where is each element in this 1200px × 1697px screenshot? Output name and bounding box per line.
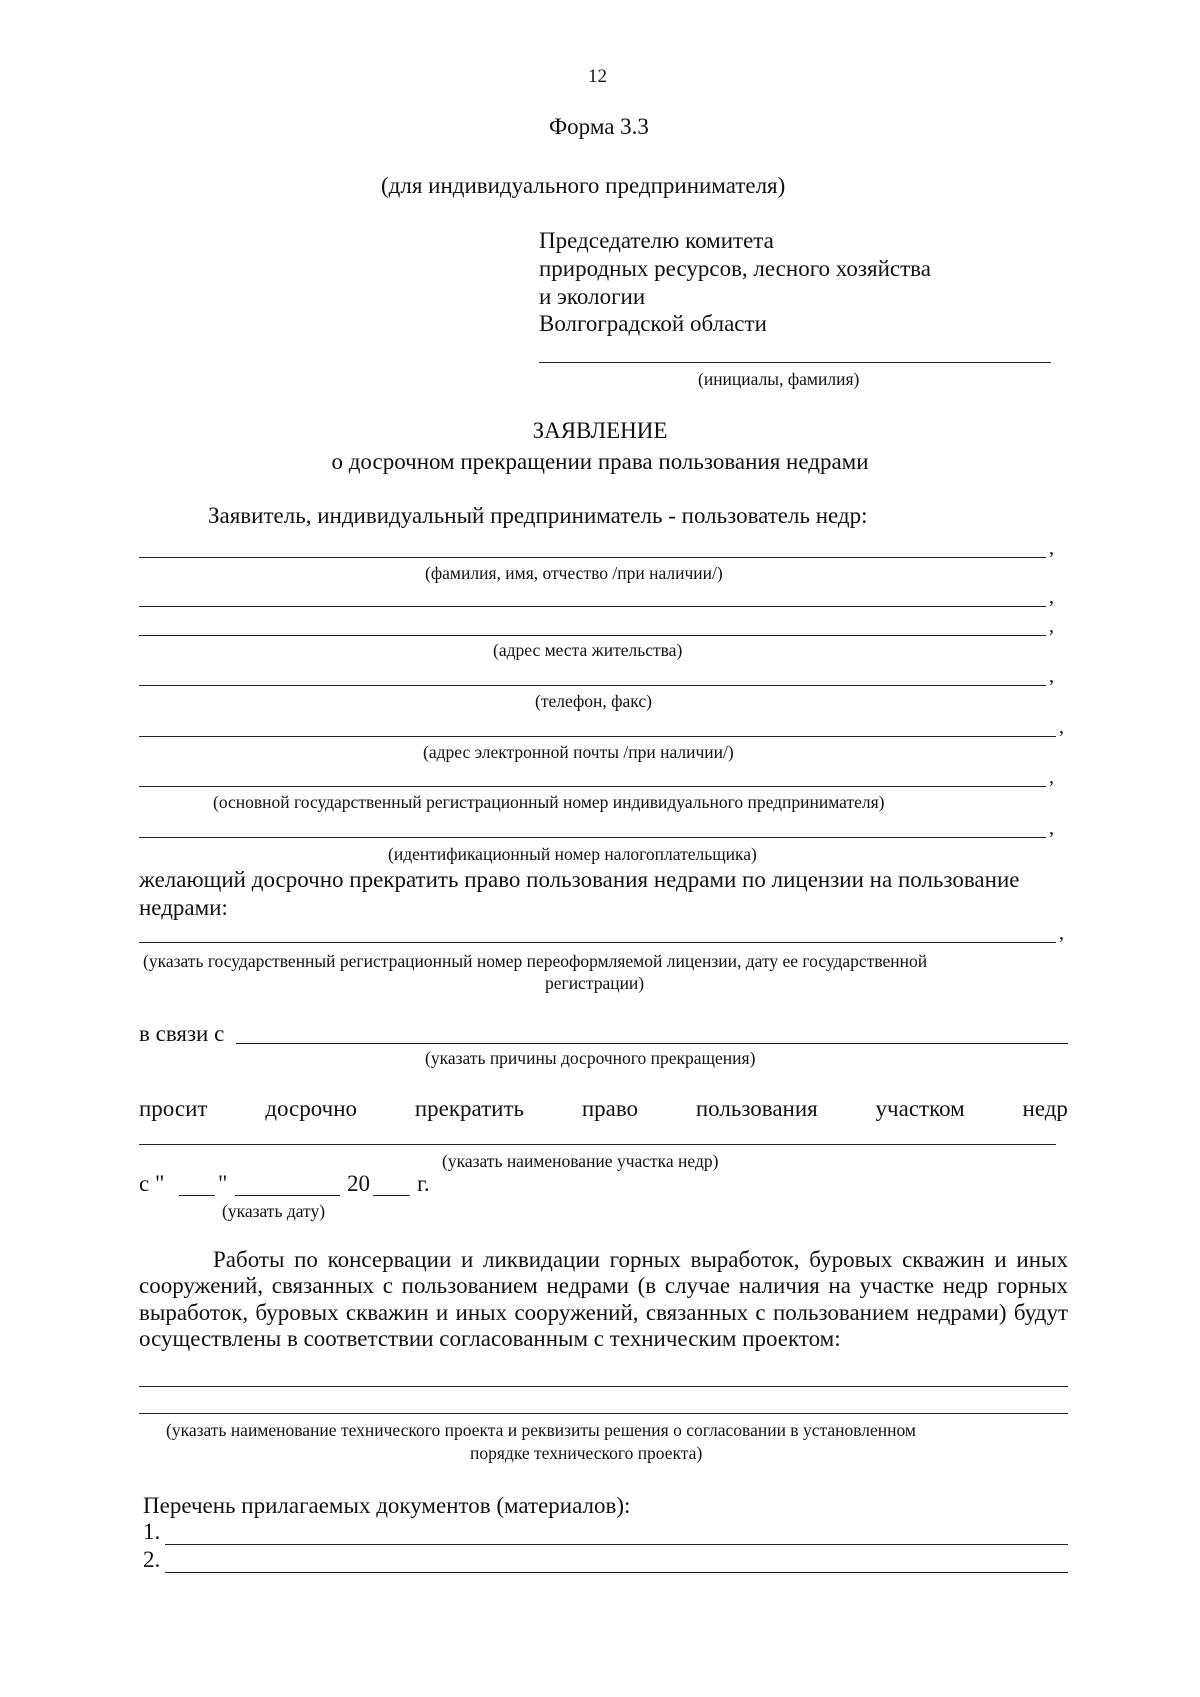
project-caption-line-2: порядке технического проекта) [470, 1443, 703, 1463]
address-field-line-2[interactable] [139, 635, 1046, 636]
email-field[interactable] [139, 736, 1056, 737]
date-year-field[interactable] [373, 1195, 410, 1196]
request-word: недр [1022, 1096, 1068, 1121]
ogrnip-caption: (основной государственный регистрационный номер индивидуального предпринимателя) [213, 792, 885, 812]
ogrnip-field[interactable] [139, 786, 1046, 787]
date-month-field[interactable] [235, 1195, 340, 1196]
reason-caption: (указать причины досрочного прекращения) [425, 1048, 756, 1068]
comma: , [1049, 817, 1054, 839]
addressee-caption: (инициалы, фамилия) [698, 369, 860, 389]
phone-caption: (телефон, факс) [535, 691, 652, 711]
email-caption: (адрес электронной почты /при наличии/) [423, 742, 734, 762]
addressee-line: и экологии [539, 284, 646, 309]
site-name-field[interactable] [139, 1144, 1056, 1145]
comma: , [1049, 586, 1054, 608]
date-day-field[interactable] [179, 1195, 215, 1196]
reason-field[interactable] [236, 1043, 1068, 1044]
address-field-line-1[interactable] [139, 606, 1046, 607]
request-word: просит [139, 1096, 208, 1121]
form-subtitle: (для индивидуального предпринимателя) [381, 173, 786, 198]
phone-field[interactable] [139, 685, 1046, 686]
attachment-item-number: 2. [143, 1547, 161, 1572]
date-prefix: с " [139, 1171, 165, 1196]
page-number: 12 [588, 66, 607, 87]
addressee-name-field[interactable] [539, 362, 1051, 363]
date-caption: (указать дату) [222, 1201, 326, 1221]
comma: , [1049, 615, 1054, 637]
wish-text: желающий досрочно прекратить право пользования недрами по лицензии на пользование недрами: [139, 867, 1020, 920]
works-paragraph: Работы по консервации и ликвидации горных выработок, буровых скважин и иных сооружений, связанных с пользованием недрами (в случае наличия на участке недр горных выработок, буровых скважин и иных сооружений, связанных с пользованием недрами) будут осуществлены в соответствии согласованным с техническим проектом: [139, 1247, 1068, 1351]
project-caption-line-1: (указать наименование технического проекта и реквизиты решения о согласовании в установленном [166, 1420, 916, 1440]
license-field[interactable] [139, 942, 1056, 943]
inn-field[interactable] [139, 837, 1046, 838]
project-field-line-2[interactable] [139, 1413, 1068, 1414]
addressee-line: природных ресурсов, лесного хозяйства [539, 256, 931, 281]
date-quote-close: " [218, 1171, 228, 1196]
comma: , [1059, 716, 1064, 738]
request-word: участком [875, 1096, 965, 1121]
license-caption-line-1: (указать государственный регистрационный номер переоформляемой лицензии, дату ее государственной [143, 951, 928, 971]
request-row [139, 1096, 1068, 1122]
comma: , [1049, 665, 1054, 687]
date-suffix: г. [417, 1171, 430, 1196]
form-title: Форма 3.3 [549, 114, 649, 139]
inn-caption: (идентификационный номер налогоплательщика) [388, 844, 757, 864]
document-title: ЗАЯВЛЕНИЕ [532, 418, 668, 443]
request-word: досрочно [265, 1096, 358, 1121]
fio-field[interactable] [139, 557, 1046, 558]
comma: , [1049, 766, 1054, 788]
addressee-line: Волгоградской области [539, 311, 767, 336]
comma: , [1059, 922, 1064, 944]
attachments-title: Перечень прилагаемых документов (материалов): [143, 1493, 631, 1518]
attachment-item-field[interactable] [165, 1544, 1068, 1545]
project-field-line-1[interactable] [139, 1386, 1068, 1387]
reason-label: в связи с [139, 1021, 225, 1046]
request-word: прекратить [414, 1096, 525, 1121]
date-century: 20 [347, 1171, 370, 1196]
site-name-caption: (указать наименование участка недр) [442, 1151, 719, 1171]
addressee-line: Председателю комитета [539, 228, 774, 253]
address-caption: (адрес места жительства) [493, 640, 683, 660]
request-word: право [581, 1096, 639, 1121]
fio-caption: (фамилия, имя, отчество /при наличии/) [425, 563, 723, 583]
document-subtitle: о досрочном прекращении права пользования недрами [331, 449, 869, 474]
request-word: пользования [695, 1096, 818, 1121]
attachment-item-field[interactable] [165, 1572, 1068, 1573]
license-caption-line-2: регистрации) [545, 973, 645, 993]
attachment-item-number: 1. [143, 1519, 161, 1544]
applicant-intro: Заявитель, индивидуальный предприниматель - пользователь недр: [208, 503, 868, 528]
comma: , [1049, 537, 1054, 559]
